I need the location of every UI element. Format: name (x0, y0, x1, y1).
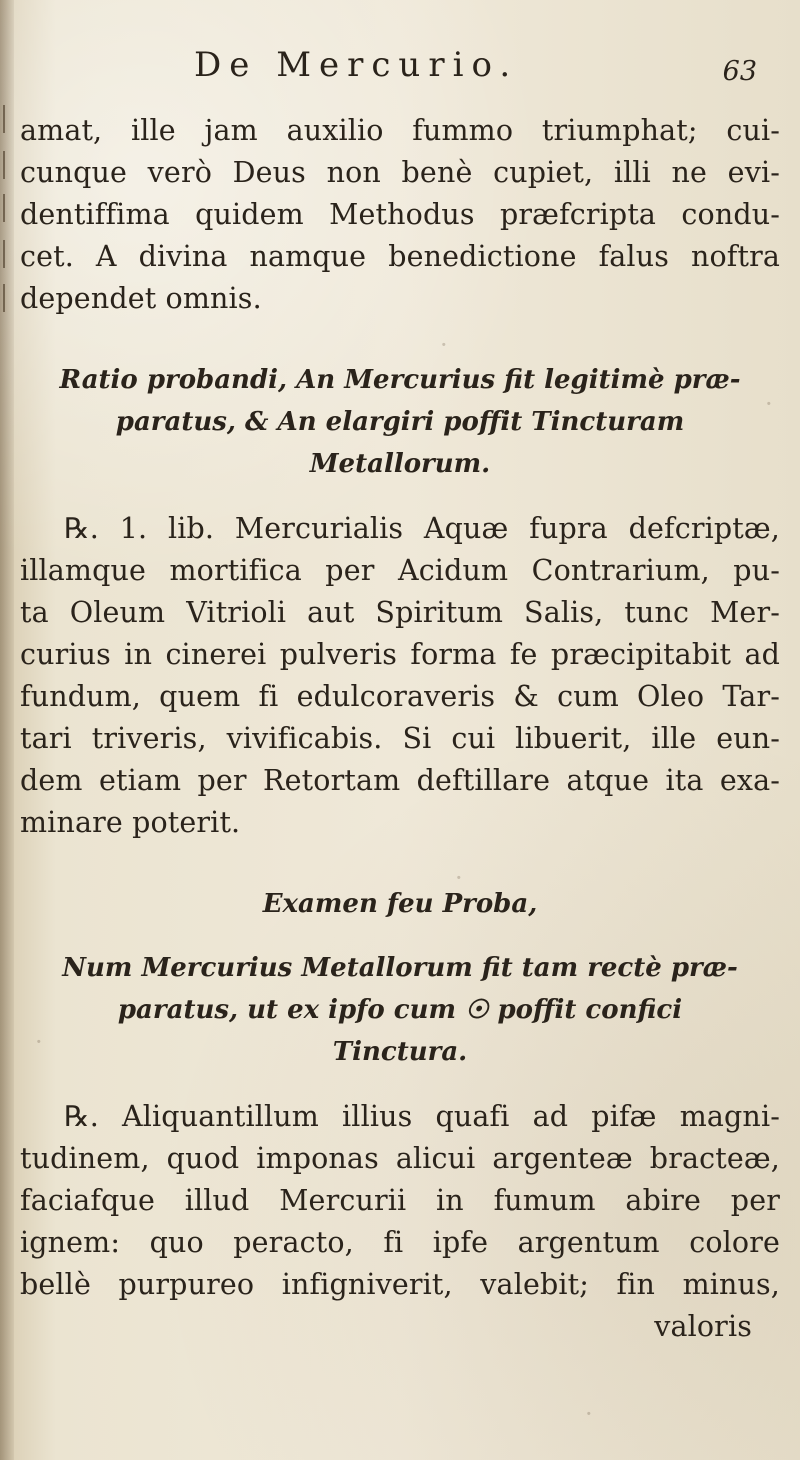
recipe-paragraph-2 (20, 1096, 780, 1348)
text-line: tudinem, quod imponas alicui argenteæ bracteæ, (20, 1142, 780, 1175)
text-line: ℞. Aliquantillum illius quafi ad pifæ magni- (64, 1100, 780, 1133)
gutter-mark (3, 105, 14, 133)
text-line: minare poterit. (20, 806, 241, 839)
paper-speck: · (440, 331, 448, 359)
page-content (20, 42, 780, 1348)
heading-line: Num Mercurius Metallorum fit tam rectè præ- (62, 953, 738, 983)
paragraph-gap (20, 486, 780, 508)
text-line: dependet omnis. (20, 282, 262, 315)
text-line: tari triveris, vivificabis. Si cui libuerit, ille eun- (20, 722, 780, 755)
running-title: De Mercurio. (194, 45, 519, 85)
paper-speck: · (455, 864, 463, 892)
paper-speck: · (585, 1400, 593, 1428)
section-heading-proof (20, 360, 780, 486)
paragraph-gap (20, 926, 780, 948)
text-line: ℞. 1. lib. Mercurialis Aquæ fupra defcriptæ, (64, 512, 780, 545)
text-line: bellè purpureo infigniverit, valebit; fin minus, (20, 1268, 780, 1301)
section-heading-question (20, 948, 780, 1074)
recipe-paragraph-1 (20, 508, 780, 844)
paper-speck: · (765, 390, 773, 418)
page-number: 63 (722, 56, 757, 87)
paragraph-gap (20, 844, 780, 884)
gutter-mark (3, 240, 14, 268)
text-line: cet. A divina namque benedictione falus noftra (20, 240, 780, 273)
text-line: ta Oleum Vitrioli aut Spiritum Salis, tunc Mer- (20, 596, 780, 629)
text-line: cunque verò Deus non benè cupiet, illi ne evi- (20, 156, 780, 189)
text-line: curius in cinerei pulveris forma fe præcipitabit ad (20, 638, 780, 671)
opening-paragraph (20, 110, 780, 320)
gutter-mark (3, 284, 14, 312)
gutter-mark (3, 151, 14, 179)
paragraph-gap (20, 320, 780, 360)
text-line: faciafque illud Mercurii in fumum abire per (20, 1184, 780, 1217)
text-line: dem etiam per Retortam deftillare atque ita exa- (20, 764, 780, 797)
text-line: dentiffima quidem Methodus præfcripta condu- (20, 198, 780, 231)
text-line: illamque mortifica per Acidum Contrarium, pu- (20, 554, 780, 587)
text-line: ignem: quo peracto, fi ipfe argentum colore (20, 1226, 780, 1259)
heading-line: Examen feu Proba, (262, 889, 538, 919)
heading-line: Metallorum. (309, 449, 491, 479)
section-heading-examen (20, 884, 780, 926)
text-line: fundum, quem fi edulcoraveris & cum Oleo Tar- (20, 680, 780, 713)
paper-speck: · (35, 1028, 43, 1056)
running-head (20, 42, 780, 110)
heading-line: Tinctura. (332, 1037, 468, 1067)
paragraph-gap (20, 1074, 780, 1096)
page-gutter (0, 0, 20, 1460)
heading-line: Ratio probandi, An Mercurius fit legitimè præ- (59, 365, 741, 395)
gutter-mark (3, 194, 14, 222)
text-line: amat, ille jam auxilio fummo triumphat; cui- (20, 114, 780, 147)
heading-line: paratus, & An elargiri poffit Tincturam (115, 407, 685, 437)
heading-line: paratus, ut ex ipfo cum ☉ poffit confici (117, 995, 683, 1025)
catchword: valoris (654, 1310, 752, 1343)
